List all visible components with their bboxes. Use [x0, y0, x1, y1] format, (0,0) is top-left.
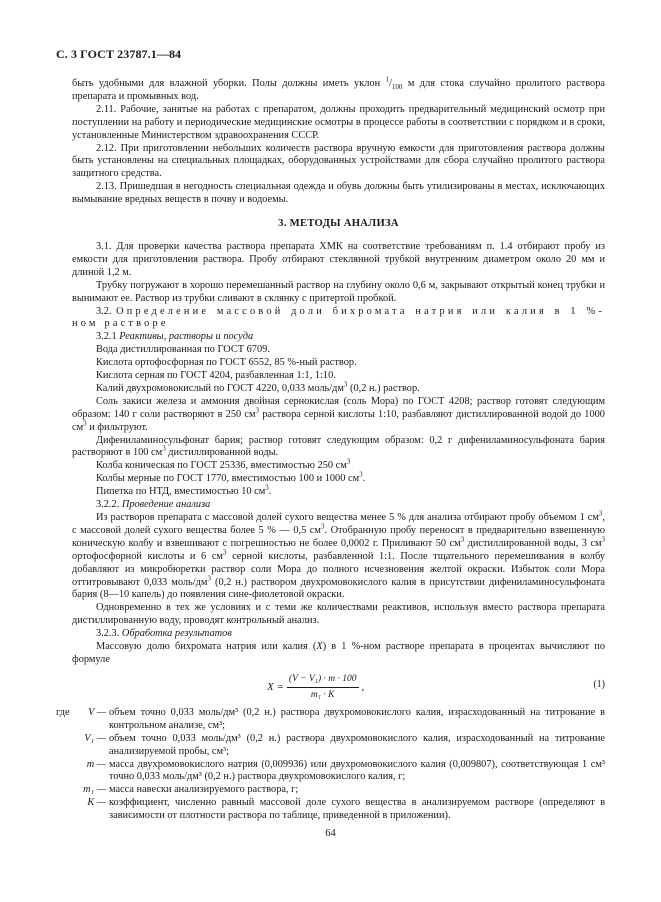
definition-row [72, 784, 605, 797]
reagent-indicator: Дифениламиносульфонат бария; раствор готовят следующим образом: 0,2 г дифениламиносульфоната бария растворяют в 100 $см^3$ дистиллированной воды. [72, 434, 605, 459]
definition-row [56, 706, 605, 733]
definition-text: масса двухромовокислого натрия (0,009936) или двухромовокислого калия (0,009807), соответствующая 1 см³ точно 0,033 моль/дм³ (0,2 н.) раствора двухромовокислого калия, г; [109, 758, 605, 783]
definition-symbol: K — [87, 797, 106, 809]
definition-row [72, 733, 605, 759]
glass-flask: Колба коническая по ГОСТ 25336, вместимостью 250 $см^3$ [96, 457, 351, 472]
paragraph-3-1: 3.1. Для проверки качества раствора препарата ХМК на соответствие требованиям п. 1.4 отбирают пробу из емкости для приготовления раствора. Пробу отбирают стеклянной трубкой внутренним диаметром около 20 мм и длиной 1,2 м. [72, 240, 605, 278]
slope-fraction: $^1/_{100}$ [385, 75, 403, 92]
definition-text: масса навески анализируемого раствора, г; [109, 784, 299, 796]
definition-symbol: m — [86, 758, 106, 770]
definition-text: объем точно 0,033 моль/дм³ (0,2 н.) раствора двухромовокислого калия, израсходованный на титрование анализируемой пробы, см³; [109, 732, 605, 757]
paragraph-2-13: 2.13. Пришедшая в негодность специальная одежда и обувь должны быть утилизированы в местах, исключающих вымывание вредных веществ в почву и водоемы. [72, 181, 605, 206]
paragraph-3-2-3: 3.2.3. Обработка результатов [96, 628, 232, 640]
formula-denominator: m₁ · K [310, 689, 335, 700]
control-analysis: Одновременно в тех же условиях и с теми же количествами реактивов, используя вместо раствора препарата дистиллированную воду, проводят контрольный анализ. [72, 602, 605, 627]
reagent-water: Вода дистиллированная по ГОСТ 6709. [96, 344, 270, 356]
definition-symbol: m₁ — [83, 784, 106, 796]
definition-row [72, 759, 605, 785]
variable-definitions [56, 706, 605, 823]
definition-text: коэффициент, численно равный массовой доле сухого вещества в анализируемом растворе (определяют в зависимости от плотности раствора по таблице, приведенной в приложении). [109, 797, 605, 822]
paragraph-3-2-1: 3.2.1 Реактивы, растворы и посуда [96, 331, 254, 343]
paragraph-2-10-cont: быть удобными для влажной уборки. Полы должны иметь уклон $^1/_{100}$ м для стока случайно пролитого раствора препарата и промывных вод. [72, 75, 605, 102]
formula-block [72, 671, 605, 705]
where-label: где [56, 706, 70, 718]
definition-row [72, 797, 605, 823]
formula: X = $\frac{\text{(V − V₁) · m · 100}}{\text{m₁ · K}}$ , [267, 673, 365, 700]
page-number: 64 [325, 828, 336, 839]
reagent-sulfuric: Кислота серная по ГОСТ 4204, разбавленная 1:1, 1:10. [96, 370, 336, 382]
paragraph-3-2-2: 3.2.2. Проведение анализа [96, 499, 211, 511]
reagent-dichromate: Калий двухромовокислый по ГОСТ 4220, 0,033 моль/$дм^3$ (0,2 н.) раствор. [96, 380, 420, 394]
paragraph-3-1b: Трубку погружают в хорошо перемешанный раствор на глубину около 0,6 м, закрывают открытый конец трубки и вынимают ее. Раствор из трубки сливают в склянку с притертой пробкой. [72, 279, 605, 304]
section-title: 3. МЕТОДЫ АНАЛИЗА [278, 218, 399, 230]
glass-volumetric: Колбы мерные по ГОСТ 1770, вместимостью 100 и 1000 $см^3$. [96, 470, 366, 485]
document-body [56, 75, 606, 823]
definition-symbol: V — [88, 706, 106, 718]
reagent-mohr-salt: Соль закиси железа и аммония двойная сернокислая (соль Мора) по ГОСТ 4208; раствор готовят следующим образом: 140 г соли растворяют в 250 $см^3$ раствора серной кислоты 1:10, разбавляют дистиллированной водой до 1000 $см^3$ и фильтруют. [72, 395, 605, 433]
formula-fraction [287, 673, 359, 702]
equation-number: (1) [593, 678, 605, 690]
paragraph-2-12: 2.12. При приготовлении небольших количеств раствора вручную емкости для приготовления раствора должны быть установлены на специальных площадках, оборудованных устройствами для сбора случайно пролитого раствора защитного средства. [72, 142, 605, 180]
glass-pipette: Пипетка по НТД, вместимостью 10 $см^3$. [96, 483, 272, 498]
page-header: С. 3 ГОСТ 23787.1—84 [56, 47, 182, 61]
definition-text: объем точно 0,033 моль/дм³ (0,2 н.) раствора двухромовокислого калия, израсходованный на титрование в контрольном анализе, см³; [109, 706, 605, 731]
paragraph-2-11: 2.11. Рабочие, занятые на работах с препаратом, должны проходить предварительный медицинский осмотр при поступлении на работу и периодические медицинские осмотры в процессе работы в соответствии с порядком и в сроки, установленные Министерством здравоохранения СССР. [72, 103, 605, 141]
analysis-procedure: Из растворов препарата с массовой долей сухого вещества менее 5 % для анализа отбирают пробу объемом 1 $см^3$, с массовой долей сухого вещества более 5 % — 0,5 $см^3$. Отобранную пробу переносят в предварительно взвешенную коническую колбу и взвешивают с погрешностью не более 0,0002 г. Приливают 50 $см^3$ дистиллированной воды, 3 $см^3$ ортофосфорной кислоты и 6 $см^3$ серной кислоты, разбавленной 1:1. После тщательного перемешивания в колбу добавляют из микробюретки раствор соли Мора до полного исчезновения желтой окраски. Избыток соли Мора оттитровывают 0,033 моль/$дм^3$ (0,2 н.) раствором двухромовокислого калия в присутствии дифениламиносульфоната бария (8—10 капель) до появления сине-фиолетовой окраски. [72, 509, 606, 601]
calc-intro: Массовую долю бихромата натрия или калия (X) в 1 %-ном растворе препарата в процентах вычисляют по формуле [72, 641, 605, 665]
definition-symbol: V₁ — [84, 732, 106, 744]
paragraph-3-2: 3.2. Определение массовой доли бихромата натрия или калия в 1 %-ном растворе [72, 305, 606, 330]
reagent-phosphoric: Кислота ортофосфорная по ГОСТ 6552, 85 %-ный раствор. [96, 357, 357, 369]
formula-numerator: (V − V₁) · m · 100 [287, 673, 359, 688]
